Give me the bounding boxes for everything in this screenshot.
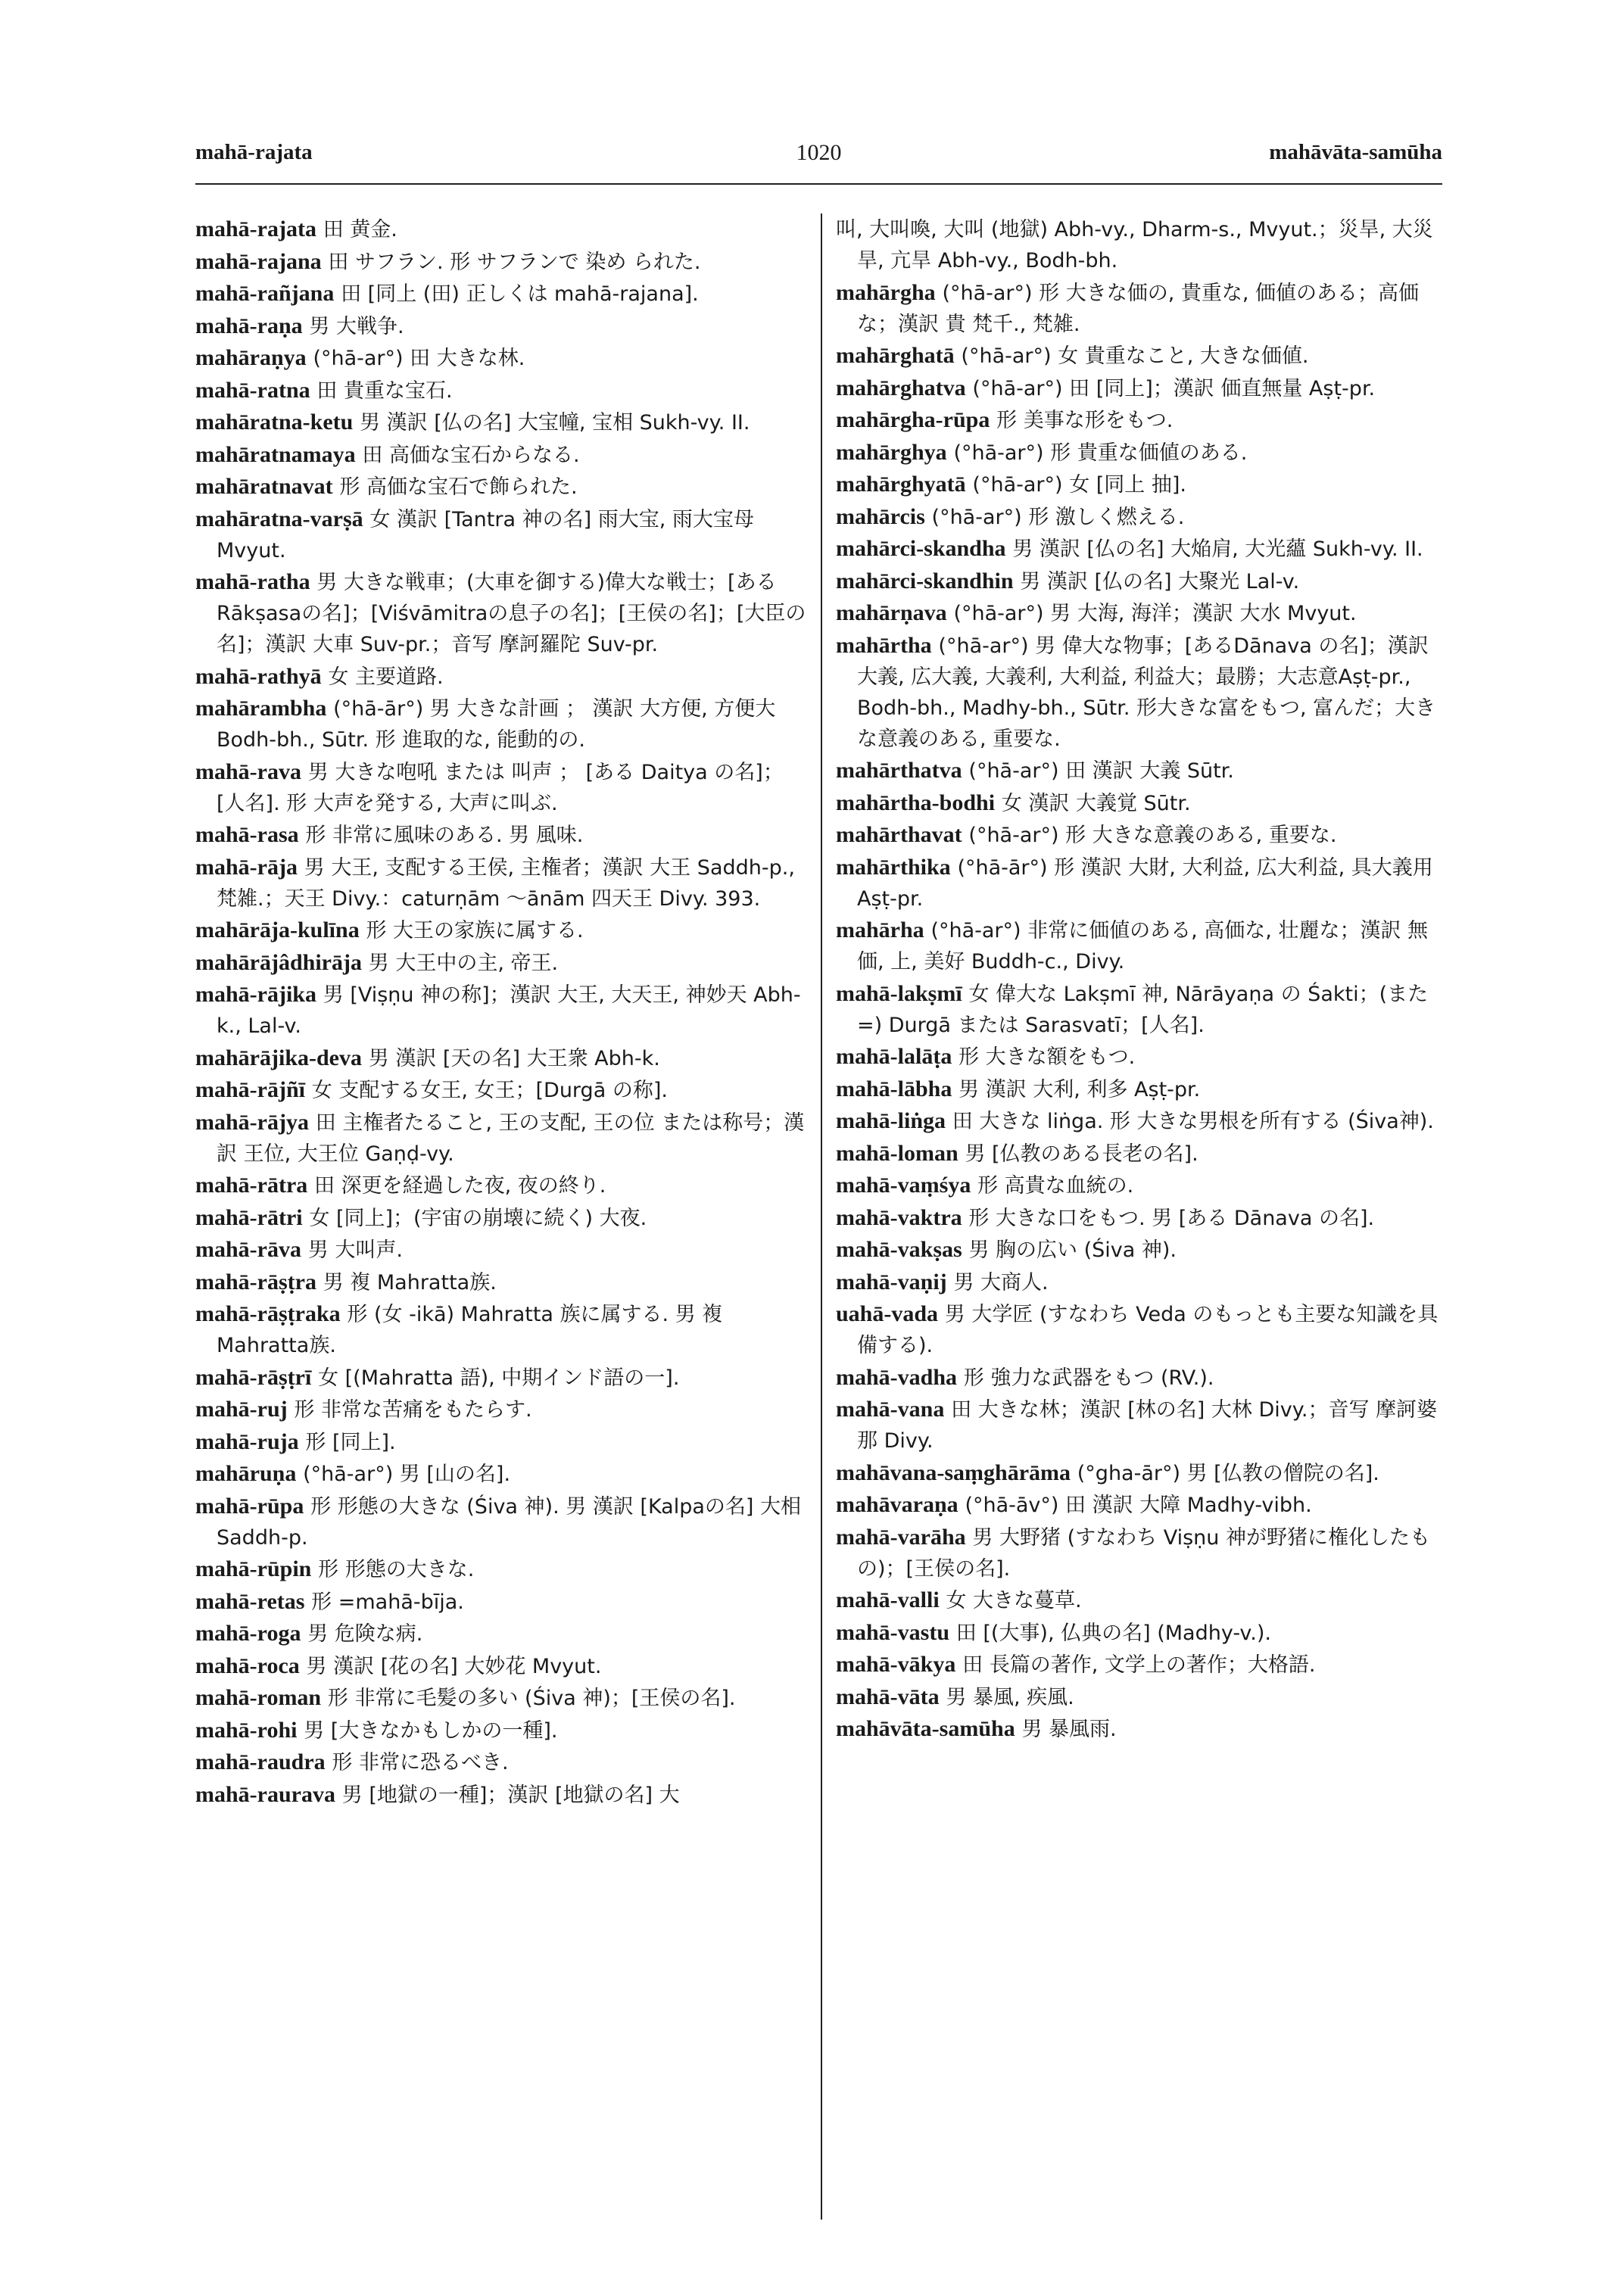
dictionary-entry [836, 1138, 1446, 1170]
entry-definition: 形 非常に風味のある. 男 風味. [305, 824, 584, 847]
entry-definition: (°hā-āv°) 田 漢訳 大障 Madhy-vibh. [965, 1494, 1312, 1517]
entry-definition: 男 胸の広い (Śiva 神). [968, 1238, 1177, 1262]
entry-definition: 田 高価な宝石からなる. [362, 443, 580, 467]
dictionary-entry [195, 1715, 810, 1746]
entry-definition: 田 サフラン. 形 サフランで 染め られた. [328, 250, 701, 274]
entry-definition: 女 偉大な Lakṣmī 神, Nārāyaṇa の Śakti；(また=) Durgā または Sarasvatī；[人名]. [857, 982, 1429, 1037]
dictionary-entry [195, 407, 810, 438]
dictionary-entry [195, 213, 810, 245]
dictionary-entry [836, 1584, 1446, 1616]
dictionary-entry [195, 471, 810, 503]
dictionary-entry [195, 278, 810, 310]
entry-definition: 田 [同上 (田) 正しくは mahā-rajana]. [341, 282, 699, 306]
entry-headword: mahāratnavat [195, 474, 333, 499]
entry-headword: mahā-rohi [195, 1717, 298, 1743]
entry-headword: mahā-raurava [195, 1781, 335, 1807]
entry-headword: mahā-rāṣṭrī [195, 1364, 312, 1390]
entry-headword: mahā-rāva [195, 1237, 301, 1262]
entry-definition: 形 =mahā-bīja. [311, 1590, 464, 1614]
entry-headword: mahāraṇya [195, 345, 307, 370]
entry-headword: mahāratnamaya [195, 441, 356, 467]
entry-headword: mahārghyatā [836, 472, 966, 497]
dictionary-entry [195, 310, 810, 342]
dictionary-entry [836, 437, 1446, 469]
entry-definition: 女 [同上]；(宇宙の崩壊に続く) 大夜. [309, 1206, 647, 1230]
dictionary-entry [195, 819, 810, 851]
dictionary-entry [195, 1107, 810, 1170]
entry-definition: (°hā-ar°) 田 大きな林. [313, 347, 525, 370]
dictionary-entry [836, 1522, 1446, 1584]
entry-headword: mahā-ruj [195, 1397, 288, 1422]
entry-definition: 男 大きな戦車；(大車を御する)偉大な戦士；[あるRākṣasaの名]；[Viśvāmitraの息子の名]；[王侯の名]；[大臣の名]；漢訳 大車 Suv-pr.；音写 摩訶羅陀 Suv-pr. [217, 571, 806, 656]
entry-headword: mahā-lābha [836, 1076, 952, 1101]
entry-definition: 男 暴風, 疾風. [946, 1685, 1074, 1709]
dictionary-entry [195, 1553, 810, 1585]
entry-headword: mahā-rūpin [195, 1556, 312, 1581]
entry-headword: mahā-rātra [195, 1173, 308, 1198]
entry-headword: mahāruṇa [195, 1461, 297, 1486]
entry-headword: mahā-raṇa [195, 313, 303, 338]
entry-definition: (°hā-ar°) 女 貴重なこと, 大きな価値. [961, 344, 1309, 368]
entry-definition: 形 形態の大きな. [318, 1558, 475, 1581]
dictionary-entry [836, 914, 1446, 977]
entry-headword: mahārājika-deva [195, 1045, 362, 1070]
dictionary-entry [195, 1618, 810, 1650]
entry-definition: 男 大王, 支配する王侯, 主権者；漢訳 大王 Saddh-p., 梵雑.；天王 Divy.：caturṇām ～ānām 四天王 Divy. 393. [217, 855, 795, 911]
entry-headword: mahārci-skandhin [836, 568, 1014, 594]
entry-definition: 男 [仏教のある長老の名]. [965, 1142, 1199, 1166]
dictionary-entry [836, 565, 1446, 597]
dictionary-entry [836, 978, 1446, 1041]
entry-definition: (°hā-ar°) 男 偉大な物事；[あるDānava の名]；漢訳 大義, 広大義, 大義利, 大利益, 利益大；最勝；大志意Aṣṭ-pr., Bodh-bh., Madhy-bh., Sūtr. 形大きな富をもつ, 富んだ；大きな意義のある, 重要な. [857, 634, 1436, 751]
dictionary-entry [195, 1042, 810, 1074]
dictionary-entry [195, 661, 810, 693]
dictionary-entry [195, 246, 810, 278]
dictionary-entry [195, 1202, 810, 1234]
entry-headword: mahā-roca [195, 1653, 300, 1678]
entry-definition: (°hā-ar°) 非常に価値のある, 高価な, 壮麗な；漢訳 無価, 上, 美好 Buddh-c., Divy. [857, 919, 1429, 974]
entry-definition: 形 高価な宝石で飾られた. [339, 475, 578, 499]
entry-headword: mahā-rūpa [195, 1493, 304, 1519]
entry-headword: mahārambha [195, 696, 327, 721]
entry-headword: uahā-vada [836, 1301, 939, 1326]
entry-definition: 男 大学匠 (すなわち Veda のもっとも主要な知識を具備する). [857, 1303, 1439, 1357]
entry-definition: (°hā-ar°) 田 漢訳 大義 Sūtr. [968, 759, 1234, 783]
dictionary-entry [836, 213, 1446, 276]
entry-definition: 田 大きな林；漢訳 [林の名] 大林 Divy.；音写 摩訶婆那 Divy. [857, 1398, 1438, 1453]
entry-headword: mahāratna-ketu [195, 410, 354, 435]
entry-definition: 男 危険な病. [307, 1622, 423, 1646]
entry-headword: mahā-varāha [836, 1524, 966, 1550]
entry-headword: mahā-lalāṭa [836, 1044, 952, 1069]
entry-definition: (°hā-ar°) 男 大海, 海洋；漢訳 大水 Mvyut. [953, 602, 1357, 625]
dictionary-entry [836, 1234, 1446, 1266]
entry-definition: 形 非常に恐るべき. [332, 1751, 509, 1774]
entry-definition: (°hā-ar°) 男 [山の名]. [303, 1463, 511, 1486]
entry-headword: mahā-rājika [195, 982, 316, 1007]
entry-definition: 形 非常な苦痛をもたらす. [294, 1398, 532, 1422]
entry-headword: mahārci-skandha [836, 536, 1006, 561]
entry-definition: 男 大戦争. [309, 314, 404, 338]
entry-headword: mahā-rava [195, 759, 301, 784]
entry-definition: 男 大野猪 (すなわち Viṣṇu 神が野猪に権化したもの)；[王侯の名]. [857, 1525, 1430, 1581]
entry-headword: mahārāja-kulīna [195, 918, 360, 942]
dictionary-entry [836, 1041, 1446, 1073]
dictionary-entry [195, 852, 810, 914]
dictionary-entry [836, 1394, 1446, 1456]
entry-definition: 男 [地獄の一種]；漢訳 [地獄の名] 大 [341, 1783, 680, 1807]
dictionary-entry [195, 1298, 810, 1361]
dictionary-entry [836, 1202, 1446, 1234]
entry-headword: mahā-vana [836, 1397, 945, 1422]
entry-headword: mahārthatva [836, 758, 962, 783]
entry-definition: 男 [Viṣṇu 神の称]；漢訳 大王, 大天王, 神妙天 Abh-k., Lal-v. [217, 983, 801, 1038]
entry-definition: 田 深更を経過した夜, 夜の終り. [314, 1174, 606, 1198]
entry-headword: mahā-rajata [195, 217, 316, 241]
dictionary-entry [195, 1362, 810, 1394]
entry-headword: mahāvaraṇa [836, 1492, 959, 1517]
entry-definition: (°hā-ar°) 形 激しく燃える. [931, 505, 1185, 529]
entry-definition: (°hā-ār°) 男 大きな計画 ； 漢訳 大方便, 方便大 Bodh-bh., Sūtr. 形 進取的な, 能動的の. [217, 697, 776, 752]
entry-headword: mahārha [836, 918, 924, 942]
dictionary-entry [195, 503, 810, 566]
entry-headword: mahā-roga [195, 1621, 301, 1646]
entry-headword: mahārtha-bodhi [836, 790, 996, 815]
entry-definition: 田 貴重な宝石. [316, 379, 453, 403]
entry-definition: 女 大きな蔓草. [946, 1589, 1082, 1612]
entry-headword: mahā-valli [836, 1587, 940, 1612]
dictionary-entry [195, 1491, 810, 1553]
dictionary-entry [195, 1266, 810, 1298]
entry-definition: (°hā-ar°) 形 大きな価の, 貴重な, 価値のある；高価な；漢訳 貴 梵千., 梵雑. [857, 281, 1420, 336]
entry-headword: mahārghya [836, 439, 947, 465]
dictionary-entry [836, 852, 1446, 914]
entry-definition: 形 強力な武器をもつ (RV.). [963, 1366, 1214, 1390]
entry-headword: mahā-rāja [195, 854, 298, 880]
dictionary-entry [836, 404, 1446, 436]
entry-headword: mahārghatva [836, 375, 966, 400]
entry-definition: (°hā-ar°) 女 [同上 抽]. [972, 473, 1186, 497]
dictionary-entry [836, 1457, 1446, 1489]
entry-headword: mahā-rāṣṭraka [195, 1301, 341, 1326]
dictionary-entry [836, 755, 1446, 787]
entry-definition: 男 漢訳 [花の名] 大妙花 Mvyut. [306, 1654, 602, 1678]
entry-headword: mahārghatā [836, 343, 955, 368]
entry-definition: 女 [(Mahratta 語), 中期インド語の一]. [318, 1366, 680, 1390]
dictionary-entry [836, 277, 1446, 340]
entry-headword: mahā-vaṇij [836, 1269, 947, 1294]
entry-definition: 男 漢訳 [仏の名] 大聚光 Lal-v. [1020, 569, 1300, 594]
dictionary-entry [836, 1073, 1446, 1105]
dictionary-entry [836, 597, 1446, 629]
running-head-right: mahāvāta-samūha [1269, 140, 1442, 164]
entry-definition: 男 大王中の主, 帝王. [368, 951, 559, 975]
entry-headword: mahā-rātri [195, 1204, 303, 1230]
entry-headword: mahā-rajana [195, 248, 322, 274]
entry-headword: mahāratna-varṣā [195, 506, 363, 531]
dictionary-entry [836, 1617, 1446, 1649]
dictionary-entry [195, 1746, 810, 1778]
dictionary-entry [836, 1266, 1446, 1298]
dictionary-entry [195, 1074, 810, 1106]
dictionary-entry [836, 1681, 1446, 1713]
entry-headword: mahā-rāṣṭra [195, 1269, 316, 1294]
entry-headword: mahāvāta-samūha [836, 1716, 1015, 1741]
dictionary-entry [836, 819, 1446, 851]
column-divider [821, 213, 822, 2220]
entry-definition: 男 漢訳 大利, 利多 Aṣṭ-pr. [959, 1077, 1201, 1101]
entry-definition: 女 漢訳 [Tantra 神の名] 雨大宝, 雨大宝母 Mvyut. [217, 507, 754, 562]
dictionary-entry [836, 372, 1446, 404]
dictionary-entry [195, 1586, 810, 1618]
dictionary-entry [195, 1234, 810, 1266]
dictionary-entry [195, 1170, 810, 1201]
dictionary-entry [195, 439, 810, 471]
entry-headword: mahā-rathyā [195, 663, 322, 689]
page-header [195, 140, 1442, 185]
running-head-left: mahā-rajata [195, 140, 313, 164]
entry-headword: mahā-vastu [836, 1619, 950, 1645]
dictionary-entry [195, 1458, 810, 1490]
entry-definition: 形 大きな額をもつ. [959, 1045, 1136, 1069]
dictionary-entry [195, 693, 810, 756]
entry-definition: 形 大王の家族に属する. [366, 919, 584, 942]
entry-headword: mahā-rājñī [195, 1077, 305, 1102]
dictionary-entry [836, 1713, 1446, 1745]
entry-headword: mahā-retas [195, 1588, 305, 1614]
entry-definition: 形 高貴な血統の. [977, 1174, 1134, 1198]
entry-definition: 男 複 Mahratta族. [323, 1270, 497, 1294]
dictionary-entry [195, 1394, 810, 1425]
entry-headword: mahā-ratna [195, 377, 310, 403]
entry-definition: 形 美事な形をもつ. [996, 409, 1174, 432]
entry-definition: 男 大叫声. [307, 1238, 403, 1262]
entry-headword: mahā-vākya [836, 1652, 956, 1677]
dictionary-entry [836, 1298, 1446, 1361]
entry-definition: 男 [大きなかもしかの一種]. [304, 1718, 558, 1743]
dictionary-entry [836, 533, 1446, 565]
entry-headword: mahārcis [836, 503, 925, 529]
header-rule [195, 183, 1442, 185]
dictionary-entry [836, 340, 1446, 372]
entry-headword: mahā-ratha [195, 569, 310, 594]
entry-headword: mahāvana-saṃghārāma [836, 1460, 1071, 1485]
entry-definition: 男 漢訳 [仏の名] 大宝幢, 宝相 Sukh-vy. II. [360, 411, 750, 435]
entry-headword: mahā-loman [836, 1140, 959, 1166]
dictionary-entry [195, 947, 810, 979]
entry-headword: mahā-lakṣmī [836, 980, 962, 1006]
dictionary-entry [195, 375, 810, 407]
entry-headword: mahā-ruja [195, 1428, 299, 1454]
entry-definition: 形 [同上]. [305, 1430, 396, 1454]
entry-definition: 田 黄金. [323, 218, 397, 241]
dictionary-entry [195, 979, 810, 1042]
entry-definition: 男 大きな咆吼 または 叫声 ； [ある Daitya の名]；[人名]. 形 大声を発する, 大声に叫ぶ. [217, 760, 784, 815]
entry-definition: 田 長篇の著作, 文学上の著作；大格語. [962, 1653, 1316, 1677]
entry-headword: mahā-vāta [836, 1684, 940, 1709]
entry-headword: mahārgha [836, 279, 936, 305]
dictionary-entry [836, 1170, 1446, 1201]
entry-headword: mahā-vakṣas [836, 1237, 962, 1262]
dictionary-entry [195, 342, 810, 374]
entry-headword: mahārgha-rūpa [836, 407, 990, 432]
dictionary-entry [836, 469, 1446, 500]
entry-definition: (°hā-ar°) 形 大きな意義のある, 重要な. [968, 824, 1337, 847]
entry-definition: 田 大きな liṅga. 形 大きな男根を所有する (Śiva神). [952, 1110, 1434, 1133]
entry-definition: 形 形態の大きな (Śiva 神). 男 漢訳 [Kalpaの名] 大相 Saddh-p. [217, 1494, 802, 1550]
dictionary-entry [836, 1105, 1446, 1137]
entry-definition: (°hā-ar°) 形 貴重な価値のある. [953, 441, 1248, 465]
dictionary-entry [195, 1426, 810, 1458]
entry-definition: (°gha-ār°) 男 [仏教の僧院の名]. [1077, 1461, 1379, 1485]
entry-definition: 女 主要道路. [328, 665, 444, 689]
entry-definition: 形 (女 -ikā) Mahratta 族に属する. 男 複 Mahratta族. [217, 1303, 723, 1357]
dictionary-entry [195, 566, 810, 660]
dictionary-entry [836, 1649, 1446, 1681]
entry-definition: 男 漢訳 [天の名] 大王衆 Abh-k. [368, 1046, 660, 1070]
entry-headword: mahā-rasa [195, 822, 299, 847]
entry-definition: 叫, 大叫喚, 大叫 (地獄) Abh-vy., Dharm-s., Mvyut.；災旱, 大災旱, 亢旱 Abh-vy., Bodh-bh. [836, 218, 1433, 273]
page-number: 1020 [796, 140, 842, 165]
entry-definition: 男 暴風雨. [1021, 1718, 1117, 1741]
entry-headword: mahā-vadha [836, 1364, 958, 1390]
entry-headword: mahārthavat [836, 822, 962, 847]
entry-headword: mahārthika [836, 854, 951, 880]
entry-headword: mahā-vaktra [836, 1204, 962, 1230]
left-column [195, 213, 810, 1811]
entry-definition: 男 漢訳 [仏の名] 大焔肩, 大光蘊 Sukh-vy. II. [1012, 537, 1423, 561]
dictionary-entry [836, 1362, 1446, 1394]
entry-headword: mahā-liṅga [836, 1108, 946, 1133]
dictionary-entry [195, 1682, 810, 1714]
entry-headword: mahā-rājya [195, 1109, 309, 1135]
entry-definition: 田 主権者たること, 王の支配, 王の位 または称号；漢訳 王位, 大王位 Gaṇḍ-vy. [217, 1111, 805, 1166]
entry-headword: mahārājâdhirāja [195, 949, 362, 975]
entry-definition: 形 非常に毛髪の多い (Śiva 神)；[王侯の名]. [327, 1687, 736, 1710]
dictionary-entry [836, 630, 1446, 755]
entry-headword: mahā-rañjana [195, 281, 335, 306]
entry-headword: mahā-raudra [195, 1749, 326, 1774]
entry-definition: 形 大きな口をもつ. 男 [ある Dānava の名]. [968, 1206, 1375, 1230]
dictionary-entry [195, 1650, 810, 1682]
entry-definition: 男 大商人. [953, 1270, 1049, 1294]
entry-definition: (°hā-ār°) 形 漢訳 大財, 大利益, 広大利益, 具大義用 Aṣṭ-pr. [857, 855, 1433, 911]
dictionary-entry [195, 914, 810, 946]
dictionary-entry [836, 501, 1446, 533]
right-column [836, 213, 1446, 1746]
dictionary-entry [836, 1489, 1446, 1521]
entry-headword: mahārṇava [836, 600, 947, 625]
entry-definition: (°hā-ar°) 田 [同上]；漢訳 価直無量 Aṣṭ-pr. [972, 376, 1376, 400]
dictionary-entry [195, 1779, 810, 1811]
entry-definition: 女 支配する女王, 女王；[Durgā の称]. [311, 1079, 668, 1102]
entry-definition: 女 漢訳 大義覚 Sūtr. [1001, 791, 1191, 815]
dictionary-entry [836, 787, 1446, 819]
entry-headword: mahārtha [836, 632, 932, 658]
entry-headword: mahā-roman [195, 1685, 322, 1710]
entry-definition: 田 [(大事), 仏典の名] (Madhy-v.). [955, 1621, 1271, 1645]
entry-headword: mahā-vaṃśya [836, 1173, 971, 1198]
dictionary-entry [195, 756, 810, 819]
